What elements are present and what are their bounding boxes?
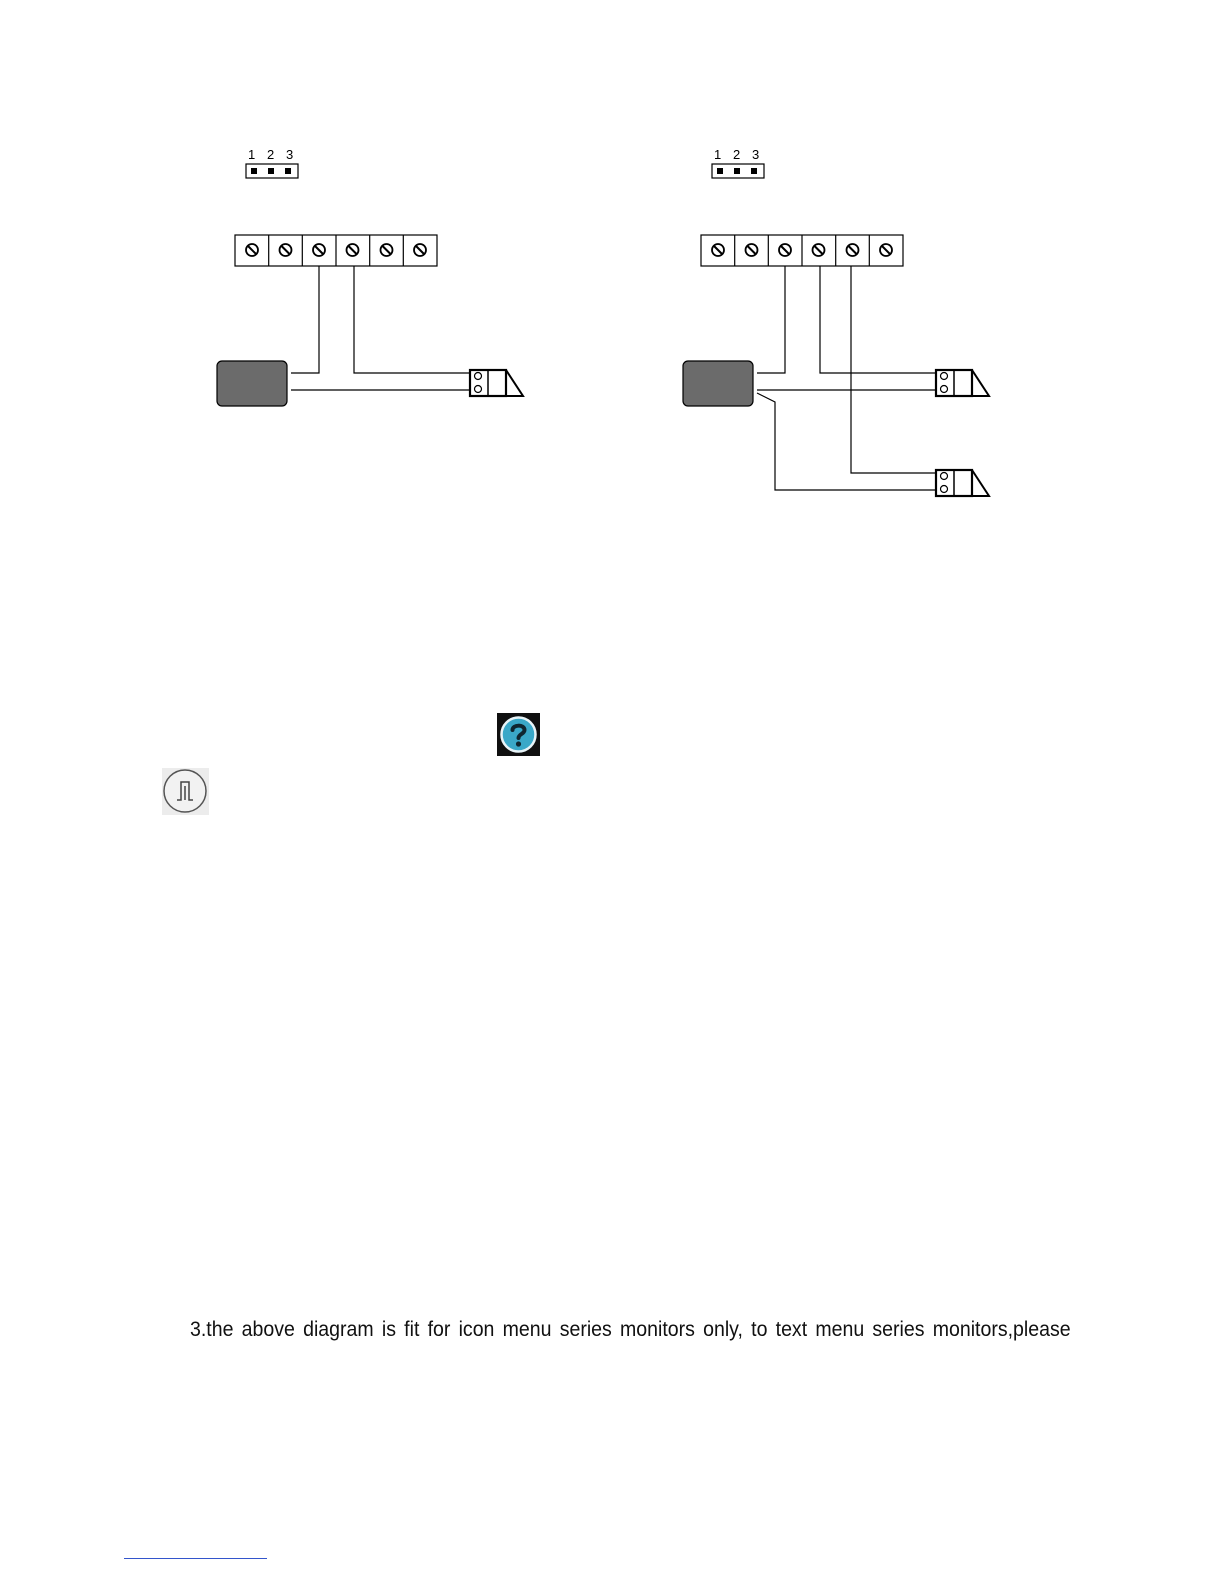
- right-jumper-pin-3-label: 3: [752, 147, 760, 162]
- left-terminal-screw-4: [347, 244, 359, 256]
- left-terminal-block: [235, 235, 437, 266]
- help-icon[interactable]: [497, 713, 540, 756]
- right-terminal-block: [701, 235, 903, 266]
- unlock-icon[interactable]: [162, 768, 209, 815]
- right-jumper-pin-1-label: 1: [714, 147, 722, 162]
- left-wiring-diagram: [217, 147, 523, 406]
- left-lock-connector: [470, 370, 523, 396]
- right-lock-connector-1: [936, 370, 989, 396]
- left-terminal-screw-6: [414, 244, 426, 256]
- right-wires: [757, 266, 936, 490]
- footnote-separator: [124, 1558, 267, 1559]
- left-terminal-screw-2: [280, 244, 292, 256]
- left-jumper-block[interactable]: [246, 164, 298, 178]
- right-terminal-screw-1: [712, 244, 724, 256]
- left-wires: [291, 266, 470, 390]
- right-terminal-screw-5: [847, 244, 859, 256]
- right-terminal-screw-3: [779, 244, 791, 256]
- right-wiring-diagram: [683, 147, 989, 496]
- left-terminal-screw-1: [246, 244, 258, 256]
- right-jumper-pin-2-label: 2: [733, 147, 741, 162]
- instruction-note: 3.the above diagram is fit for icon menu series monitors only, to text menu series monitors,please: [190, 1318, 1071, 1341]
- right-terminal-screw-2: [746, 244, 758, 256]
- left-jumper-pin-2-label: 2: [267, 147, 275, 162]
- right-jumper-block[interactable]: [712, 164, 764, 178]
- left-jumper-pin-3-label: 3: [286, 147, 294, 162]
- right-terminal-screw-6: [880, 244, 892, 256]
- left-jumper-pin-1-label: 1: [248, 147, 256, 162]
- wiring-diagrams: [0, 0, 1224, 560]
- right-terminal-screw-4: [813, 244, 825, 256]
- left-power-supply-box: [217, 361, 287, 406]
- left-terminal-screw-3: [313, 244, 325, 256]
- left-terminal-screw-5: [381, 244, 393, 256]
- right-power-supply-box: [683, 361, 753, 406]
- right-lock-connector-2: [936, 470, 989, 496]
